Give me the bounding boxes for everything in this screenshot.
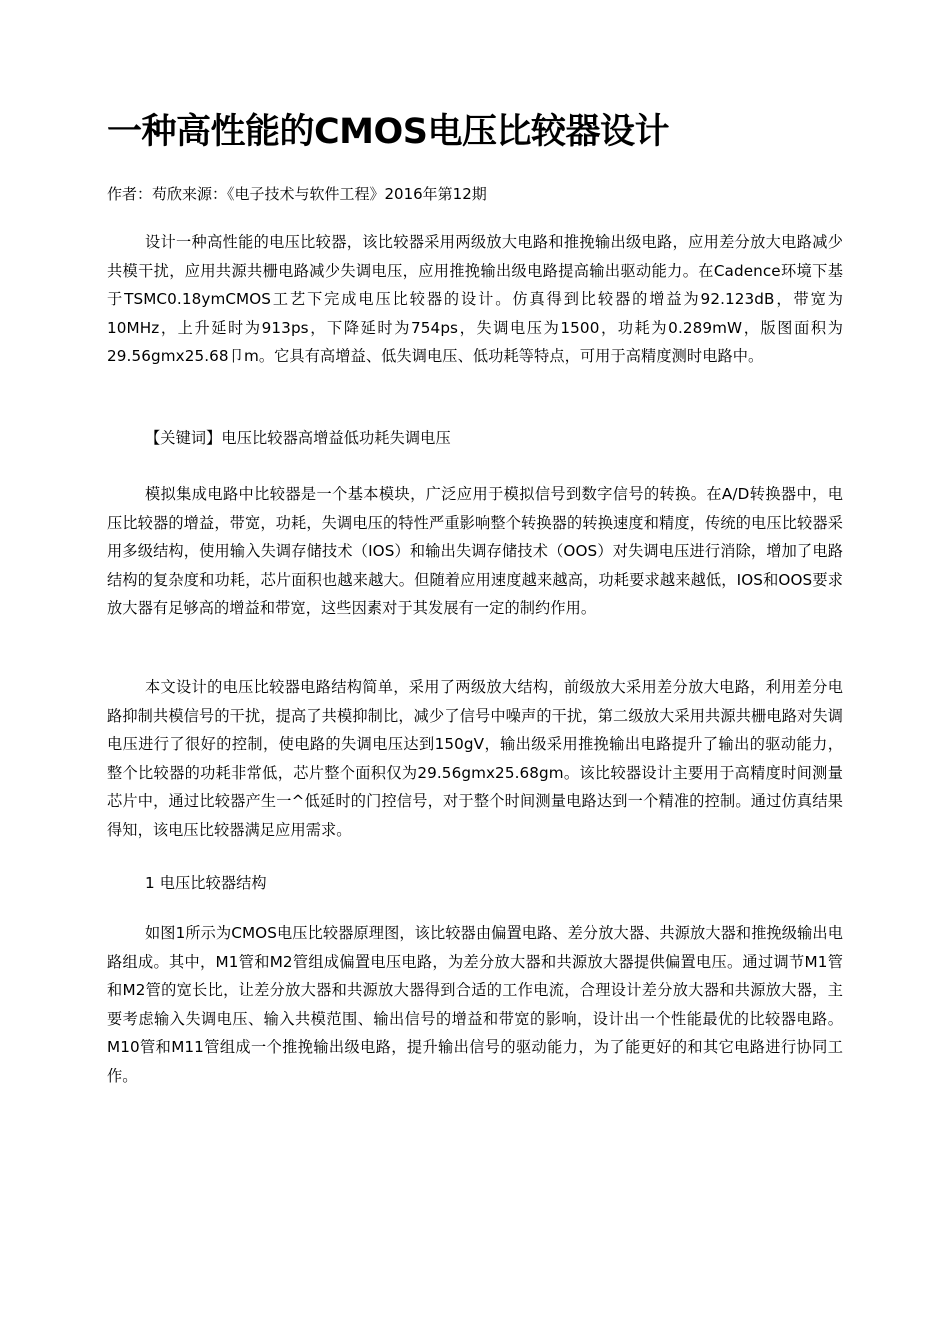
article-byline: 作者：苟欣来源：《电子技术与软件工程》2016年第12期 bbox=[107, 185, 487, 203]
section-1-paragraph-1: 如图1所示为CMOS电压比较器原理图，该比较器由偏置电路、差分放大器、共源放大器和推挽级输出电路组成。其中，M1管和M2管组成偏置电压电路，为差分放大器和共源放大器提供偏置电压。通过调节M1管和M2管的宽长比，让差分放大器和共源放大器得到合适的工作电流，合理设计差分放大器和共源放大器，主要考虑输入失调电压、输入共模范围、输出信号的增益和带宽的影响，设计出一个性能最优的比较器电路。M10管和M11管组成一个推挽输出级电路，提升输出信号的驱动能力，为了能更好的和其它电路进行协同工作。 bbox=[107, 924, 843, 1085]
article-title: 一种高性能的CMOS电压比较器设计 bbox=[107, 112, 669, 152]
intro-paragraph-2: 本文设计的电压比较器电路结构简单，采用了两级放大结构，前级放大采用差分放大电路，利用差分电路抑制共模信号的干扰，提高了共模抑制比，减少了信号中噪声的干扰，第二级放大采用共源共栅电路对失调电压进行了很好的控制，使电路的失调电压达到150gV，输出级采用推挽输出电路提升了输出的驱动能力，整个比较器的功耗非常低，芯片整个面积仅为29.56gmx25.68gm。该比较器设计主要用于高精度时间测量芯片中，通过比较器产生一^低延时的门控信号，对于整个时间测量电路达到一个精准的控制。通过仿真结果得知，该电压比较器满足应用需求。 bbox=[107, 678, 843, 839]
keywords-line: 【关键词】电压比较器高增益低功耗失调电压 bbox=[145, 429, 451, 447]
section-1-heading: 1 电压比较器结构 bbox=[145, 874, 267, 892]
abstract-paragraph: 设计一种高性能的电压比较器，该比较器采用两级放大电路和推挽输出级电路，应用差分放大电路减少共模干扰，应用共源共栅电路减少失调电压，应用推挽输出级电路提高输出驱动能力。在Cadence环境下基于TSMC0.18ymCMOS工艺下完成电压比较器的设计。仿真得到比较器的增益为92.123dB，带宽为10MHz，上升延时为913ps，下降延时为754ps，失调电压为1500，功耗为0.289mW，版图面积为29.56gmx25.68卩m。它具有高增益、低失调电压、低功耗等特点，可用于高精度测时电路中。 bbox=[107, 233, 843, 365]
intro-paragraph-1: 模拟集成电路中比较器是一个基本模块，广泛应用于模拟信号到数字信号的转换。在A/D转换器中，电压比较器的增益，带宽，功耗，失调电压的特性严重影响整个转换器的转换速度和精度，传统的电压比较器采用多级结构，使用输入失调存储技术（IOS）和输出失调存储技术（OOS）对失调电压进行消除，增加了电路结构的复杂度和功耗，芯片面积也越来越大。但随着应用速度越来越高，功耗要求越来越低，IOS和OOS要求放大器有足够高的增益和带宽，这些因素对于其发展有一定的制约作用。 bbox=[107, 485, 843, 617]
